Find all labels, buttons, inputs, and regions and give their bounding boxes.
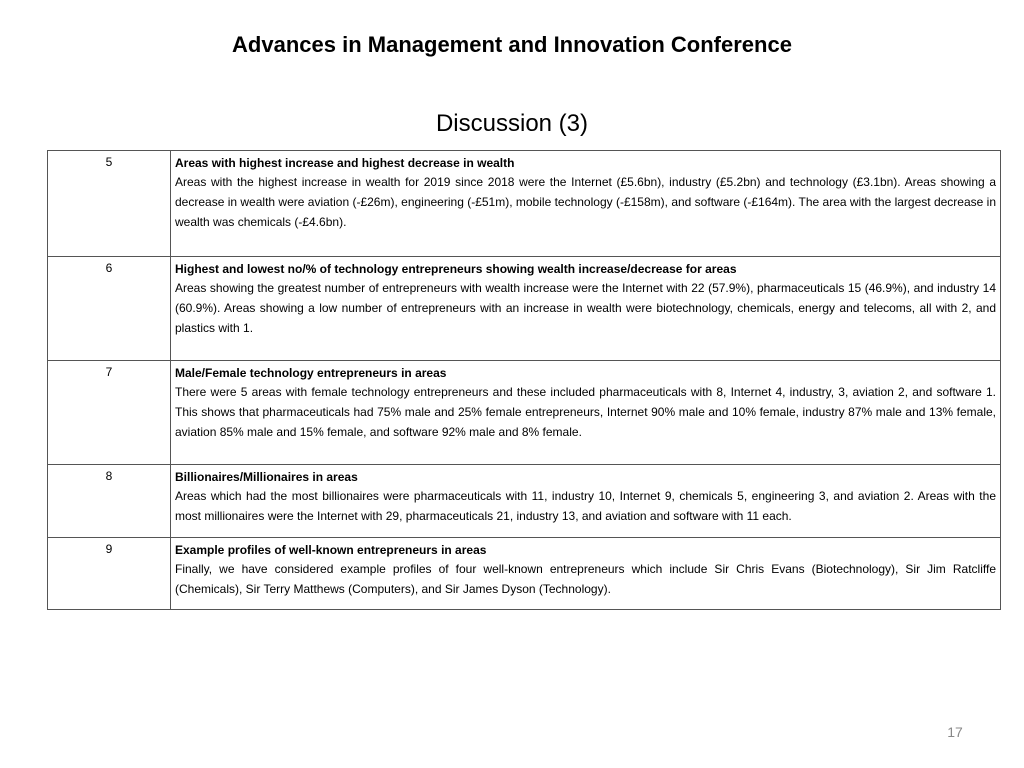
- slide-title: Discussion (3): [435, 110, 589, 137]
- row-heading: Male/Female technology entrepreneurs in areas: [175, 366, 447, 380]
- row-text: Finally, we have considered example profiles of four well-known entrepreneurs which include Sir Chris Evans (Biotechnology), Sir Jim Ratcliffe (Chemicals), Sir Terry Matthews (Computers), and Sir James Dyson (Technology).: [175, 562, 996, 596]
- row-text: Areas with the highest increase in wealth for 2019 since 2018 were the Internet (£5.6bn), industry (£5.2bn) and technology (£3.1bn). Areas showing a decrease in wealth were aviation (-£26m), engineering (-£51m), mobile technology (-£158m), and software (-£164m). The area with the largest decrease in wealth was chemicals (-£4.6bn).: [175, 175, 996, 229]
- row-content: [171, 151, 1001, 257]
- row-number: 7: [48, 361, 171, 465]
- row-heading: Areas with highest increase and highest decrease in wealth: [175, 156, 515, 170]
- row-number: 6: [48, 257, 171, 361]
- row-content: [171, 257, 1001, 361]
- discussion-table: [47, 150, 1001, 610]
- row-number: 8: [48, 465, 171, 538]
- row-content: [171, 465, 1001, 538]
- row-content: [171, 361, 1001, 465]
- row-heading: Highest and lowest no/% of technology entrepreneurs showing wealth increase/decrease for areas: [175, 262, 737, 276]
- row-heading: Example profiles of well-known entrepreneurs in areas: [175, 543, 487, 557]
- row-number: 5: [48, 151, 171, 257]
- row-number: 9: [48, 538, 171, 610]
- page-number: 17: [947, 724, 963, 740]
- table-row: [48, 538, 1001, 610]
- row-text: Areas which had the most billionaires were pharmaceuticals with 11, industry 10, Internet 9, chemicals 5, engineering 3, and aviation 2. Areas with the most millionaires were the Internet with 29, pharmaceuticals 21, industry 13, and aviation and software with 11 each.: [175, 489, 996, 523]
- table-row: [48, 151, 1001, 257]
- row-heading: Billionaires/Millionaires in areas: [175, 470, 358, 484]
- conference-title: Advances in Management and Innovation Conference: [232, 32, 792, 57]
- table-row: [48, 361, 1001, 465]
- table-row: [48, 257, 1001, 361]
- row-content: [171, 538, 1001, 610]
- table-row: [48, 465, 1001, 538]
- row-text: There were 5 areas with female technology entrepreneurs and these included pharmaceuticals with 8, Internet 4, industry, 3, aviation 2, and software 1. This shows that pharmaceuticals had 75% male and 25% female entrepreneurs, Internet 90% male and 10% female, industry 87% male and 13% female, aviation 85% male and 15% female, and software 92% male and 8% female.: [175, 385, 996, 439]
- row-text: Areas showing the greatest number of entrepreneurs with wealth increase were the Internet with 22 (57.9%), pharmaceuticals 15 (46.9%), and industry 14 (60.9%). Areas showing a low number of entrepreneurs with an increase in wealth were biotechnology, chemicals, energy and telecoms, all with 2, and plastics with 1.: [175, 281, 996, 335]
